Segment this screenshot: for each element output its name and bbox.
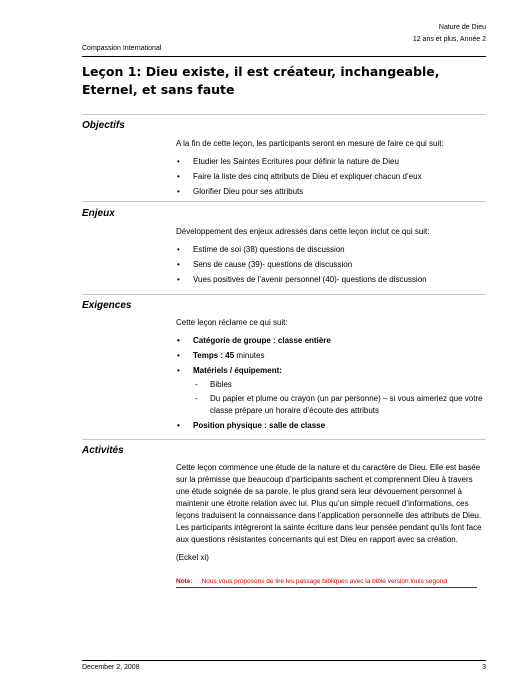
materiels-list	[193, 379, 486, 417]
header-title: Nature de Dieu	[438, 24, 486, 31]
list-item-position: • Position physique : salle de classe	[176, 420, 486, 432]
section-divider	[82, 114, 486, 115]
list-item: - Du papier et plume ou crayon (un par personne) – si vous aimeriez que votre classe prépare un horaire d’écoute des attributs	[193, 393, 486, 417]
page-number: 3	[482, 664, 486, 671]
list-item: • Sens de cause (39)- questions de discussion	[176, 259, 486, 271]
list-item: - Bibles	[193, 379, 486, 391]
section-label-activites: Activités	[82, 445, 124, 456]
note-text: Nous vous proposons de lire les passage bibliques avec la bible version louis segond	[201, 578, 447, 585]
exigences-list	[176, 335, 486, 432]
section-divider	[82, 201, 486, 202]
section-divider	[82, 294, 486, 295]
objectifs-intro: A la fin de cette leçon, les participants seront en mesure de faire ce qui suit:	[176, 139, 444, 148]
header-organization: Compassion International	[82, 45, 162, 52]
section-label-enjeux: Enjeux	[82, 208, 115, 219]
section-enjeux	[176, 226, 486, 289]
note-box	[176, 578, 477, 588]
list-item: • Glorifier Dieu pour ses attributs	[176, 186, 486, 198]
list-item-categorie: • Catégorie de groupe : classe entière	[176, 335, 486, 347]
enjeux-intro: Développement des enjeux adressés dans cette leçon inclut ce qui suit:	[176, 227, 430, 236]
section-divider	[82, 439, 486, 440]
note-label: Note:	[176, 578, 193, 585]
list-item: • Estime de soi (38) questions de discussion	[176, 244, 486, 256]
exigences-intro: Cette leçon réclame ce qui suit:	[176, 318, 288, 327]
section-label-objectifs: Objectifs	[82, 120, 125, 131]
footer-date: December 2, 2008	[82, 664, 140, 671]
header-rule	[82, 56, 486, 57]
materiels-label: Matériels / équipement:	[193, 366, 282, 375]
list-item: • Etudier les Saintes Ecritures pour définir la nature de Dieu	[176, 156, 486, 168]
objectifs-list	[176, 156, 486, 198]
lesson-title: Leçon 1: Dieu existe, il est créateur, inchangeable, Eternel, et sans faute	[82, 64, 440, 97]
section-activites	[176, 462, 486, 564]
section-objectifs	[176, 138, 486, 201]
running-header	[413, 22, 486, 46]
list-item: • Faire la liste des cinq attributs de Dieu et expliquer chacun d’eux	[176, 171, 486, 183]
activites-reference: (Eckel xi)	[176, 553, 209, 562]
footer-rule	[82, 660, 486, 661]
activites-paragraph: Cette leçon commence une étude de la nature et du caractère de Dieu. Elle est basée sur la prémisse que beaucoup d’participants sachent et comprennent Dieu à travers une étude soignée de sa parole, le plus grand sera leur dévouement personnel à maintenir une étroite relation avec lui. Plus qu’un simple recueil d’informations, ces leçons traduisent la connaissance dans l’application personnelle des attributs de Dieu. Les participants intègreront la sainte écriture dans leur pensée pendant qu’ils font face aux questions résistantes concernants qui est Dieu en rapport avec sa création.	[176, 463, 482, 544]
list-item: • Vues positives de l’avenir personnel (40)- questions de discussion	[176, 274, 486, 286]
section-label-exigences: Exigences	[82, 300, 132, 311]
section-exigences	[176, 317, 486, 435]
list-item-materiels	[176, 365, 486, 417]
temps-unit: minutes	[234, 351, 265, 360]
temps-label: Temps : 45	[193, 351, 235, 360]
header-subtitle: 12 ans et plus, Année 2	[412, 36, 486, 43]
enjeux-list	[176, 244, 486, 286]
list-item-temps	[176, 350, 486, 362]
